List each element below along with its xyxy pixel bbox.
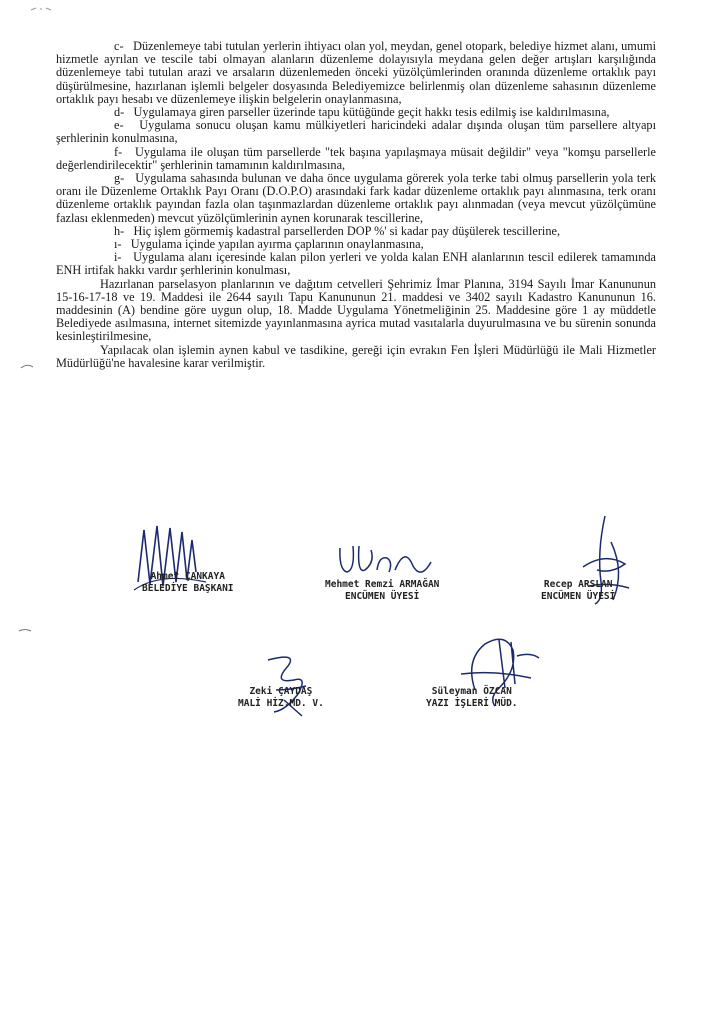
signatory-title: MALİ HİZ.MD. V. [238,698,324,709]
paragraph-e: e- Uygulama sonucu oluşan kamu mülkiyetleri haricindeki adalar dışında oluşan tüm parsellere altyapı şerhlerinin konulmasına, [56,118,656,146]
signatory-title: ENCÜMEN ÜYESİ [541,591,616,602]
signatory-title: YAZI İŞLERİ MÜD. [426,698,518,709]
signature-block-clerk [426,686,518,710]
signatory-name: Mehmet Remzi ARMAĞAN [325,579,440,590]
paragraph-decision: Yapılacak olan işlemin aynen kabul ve tasdikine, gereği için evrakın Fen İşleri Müdürlüğü ile Mali Hizmetler Müdürlüğü'ne havalesine karar verilmiştir. [56,342,656,370]
paragraph-i: i- Uygulama alanı içeresinde kalan pilon yerleri ve yolda kalan ENH alanlarının tescil edilerek tamamında ENH irtifak hakkı vardır şerhlerinin konulması, [56,250,656,278]
decision-body [56,40,656,370]
margin-mark [18,626,32,634]
paragraph-f: f- Uygulama ile oluşan tüm parsellerde "tek başına yapılaşmaya müsait değildir" veya "komşu parsellerle değerlendirilecektir" şerhlerinin tamamının kaldırılmasına, [56,144,656,172]
paragraph-h: h- Hiç işlem görmemiş kadastral parsellerden DOP %' si kadar pay düşülerek tescillerine, [114,223,561,238]
signature-block-council-member-1 [325,579,439,603]
scan-mark [30,6,52,12]
signatory-name: Zeki ÇAYDAŞ [249,686,313,697]
paragraph-d: d- Uygulamaya giren parseller üzerinde tapu kütüğünde geçit hakkı tesis edilmiş ise kaldırılmasına, [114,105,610,120]
paragraph-c: c- Düzenlemeye tabi tutulan yerlerin ihtiyacı olan yol, meydan, genel otopark, belediye hizmet alanı, umumi hizmetle ayrılan ve tescile tabi olmayan alanların düzenleme dolayısıyla meydana gelen değer artışları karşılığında düzenlemeye tabi tutulan arazi ve arsaların düzenlemeden önceki yüzölçümlerinden oranında düzenleme ortaklık payı düşürülmesine, hazırlanan işlemli belgeler dosyasında Belediyemizce belirlenmiş olan düzenleme sahasının düzenleme ortaklık payı hesabı ve düzenlemeye ilişkin belgelerin onaylanmasına, [56,39,656,106]
signature-block-finance [238,686,324,710]
signatory-title: ENCÜMEN ÜYESİ [345,591,420,602]
signatory-name: Süleyman ÖZCAN [431,686,512,697]
signature-block-mayor [142,571,234,595]
margin-mark [20,362,34,370]
signatory-title: BELEDİYE BAŞKANI [142,583,234,594]
signatory-name: Recep ARSLAN [543,579,613,590]
signatory-name: Ahmet ÇANKAYA [150,571,225,582]
signature-block-council-member-2 [541,579,615,603]
paragraph-g: g- Uygulama sahasında bulunan ve daha önce uygulama görerek yola terke tabi olmuş parsellerin yola terk oranı ile Düzenleme Ortaklık Payı Oranı (D.O.P.O) arasındaki fark kadar düzenleme ortaklık payı alınmasına, terk oranı düzenleme ortaklık payından fazla olan taşınmazlardan düzenleme ortaklık payı alınmadan (veya mevcut yüzölçümüne fazlası eklenmeden) mevcut yüzölçümlerinin aynen korunarak tescillerine, [56,171,656,225]
paragraph-publication: Hazırlanan parselasyon planlarının ve dağıtım cetvelleri Şehrimiz İmar Planına, 3194 Sayılı İmar Kanununun 15-16-17-18 ve 19. Maddesi ile 2644 sayılı Tapu Kanununun 21. maddesi ve 3402 sayılı Kadastro Kanununun 16. maddesinin (A) bendine göre uygun olup, 18. Madde Uygulama Yönetmeliğinin 25. Maddesine göre 1 ay müddetle Belediyede asılmasına, internet sitemizde yayınlanmasına ayrica mutad vasıtalarla duyurulmasına ve bu sürenin sonunda kesinleştirilmesine, [56,276,656,344]
paragraph-i-dotless: ı- Uygulama içinde yapılan ayırma çaplarının onaylanmasına, [114,237,424,252]
